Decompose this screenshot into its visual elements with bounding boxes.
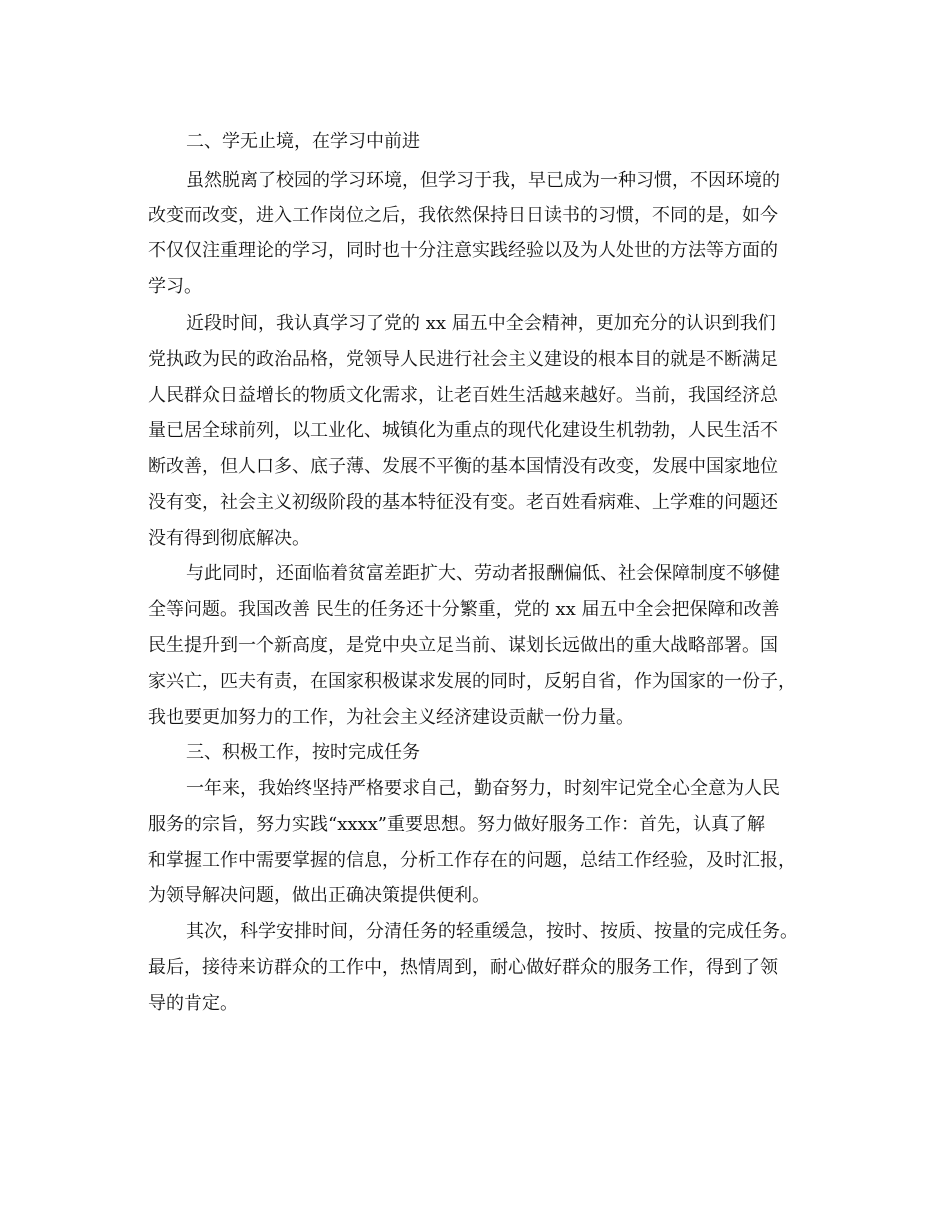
paragraph-line: 服务的宗旨，努力实践“xxxx”重要思想。努力做好服务工作：首先，认真了解 <box>148 814 766 835</box>
paragraph-line: 全等问题。我国改善 民生的任务还十分繁重，党的 xx 届五中全会把保障和改善 <box>148 599 780 620</box>
paragraph-line: 导的肯定。 <box>148 993 238 1014</box>
paragraph-line: 为领导解决问题，做出正确决策提供便利。 <box>148 885 490 906</box>
paragraph-line: 和掌握工作中需要掌握的信息，分析工作存在的问题，总结工作经验，及时汇报， <box>148 850 796 871</box>
paragraph-line: 虽然脱离了校园的学习环境，但学习于我，早已成为一种习惯，不因环境的 <box>186 170 780 191</box>
paragraph-line: 断改善，但人口多、底子薄、发展不平衡的基本国情没有改变，发展中国家地位 <box>148 456 778 477</box>
paragraph-line: 学习。 <box>148 276 202 297</box>
paragraph-line: 没有变，社会主义初级阶段的基本特征没有变。老百姓看病难、上学难的问题还 <box>148 492 778 513</box>
paragraph-line: 没有得到彻底解决。 <box>148 528 310 549</box>
paragraph-line: 民生提升到一个新高度，是党中央立足当前、谋划长远做出的重大战略部署。国 <box>148 635 778 656</box>
paragraph-line: 最后，接待来访群众的工作中，热情周到，耐心做好群众的服务工作，得到了领 <box>148 957 778 978</box>
section-heading-2: 二、学无止境，在学习中前进 <box>186 131 420 152</box>
paragraph-line: 不仅仅注重理论的学习，同时也十分注意实践经验以及为人处世的方法等方面的 <box>148 240 778 261</box>
paragraph-line: 我也要更加努力的工作，为社会主义经济建设贡献一份力量。 <box>148 707 634 728</box>
paragraph-line: 家兴亡，匹夫有责，在国家积极谋求发展的同时，反躬自省，作为国家的一份子， <box>148 671 796 692</box>
paragraph-line: 党执政为民的政治品格，党领导人民进行社会主义建设的根本目的就是不断满足 <box>148 349 778 370</box>
paragraph-line: 近段时间，我认真学习了党的 xx 届五中全会精神，更加充分的认识到我们 <box>186 313 776 334</box>
paragraph-line: 与此同时，还面临着贫富差距扩大、劳动者报酬偏低、社会保障制度不够健 <box>186 563 780 584</box>
paragraph-line: 量已居全球前列，以工业化、城镇化为重点的现代化建设生机勃勃，人民生活不 <box>148 420 778 441</box>
paragraph-line: 一年来，我始终坚持严格要求自己，勤奋努力，时刻牢记党全心全意为人民 <box>186 778 780 799</box>
section-heading-3: 三、积极工作，按时完成任务 <box>186 742 420 763</box>
paragraph-line: 改变而改变，进入工作岗位之后，我依然保持日日读书的习惯，不同的是，如今 <box>148 205 778 226</box>
paragraph-line: 人民群众日益增长的物质文化需求，让老百姓生活越来越好。当前，我国经济总 <box>148 385 778 406</box>
paragraph-line: 其次，科学安排时间，分清任务的轻重缓急，按时、按质、按量的完成任务。 <box>186 921 798 942</box>
